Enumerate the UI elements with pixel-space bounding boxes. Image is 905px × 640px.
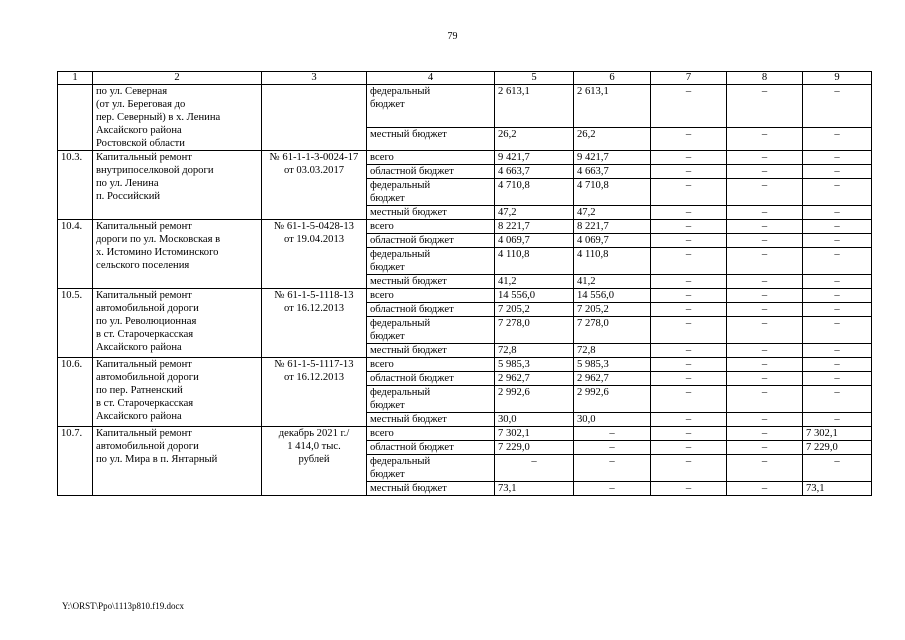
value-cell-8: –	[727, 151, 803, 165]
funding-source-cell: местный бюджет	[367, 206, 495, 220]
value-cell-6: 7 205,2	[574, 303, 651, 317]
value-cell-8: –	[727, 85, 803, 128]
object-name-cell: Капитальный ремонт автомобильной дороги по ул. Мира в п. Янтарный	[93, 427, 262, 496]
header-row	[58, 72, 872, 85]
funding-source-cell: местный бюджет	[367, 344, 495, 358]
value-cell-7: –	[651, 248, 727, 275]
value-cell-5: 41,2	[495, 275, 574, 289]
page-number: 79	[447, 31, 458, 42]
value-cell-5: 2 962,7	[495, 372, 574, 386]
value-cell-8: –	[727, 179, 803, 206]
value-cell-8: –	[727, 206, 803, 220]
object-name-cell: Капитальный ремонт автомобильной дороги по пер. Ратненский в ст. Старочеркасская Аксайского района	[93, 358, 262, 427]
table-row	[58, 151, 872, 165]
value-cell-8: –	[727, 413, 803, 427]
funding-source-cell: всего	[367, 220, 495, 234]
value-cell-5: 73,1	[495, 482, 574, 496]
value-cell-8: –	[727, 358, 803, 372]
value-cell-6: –	[574, 455, 651, 482]
funding-source-cell: всего	[367, 358, 495, 372]
value-cell-5: 2 992,6	[495, 386, 574, 413]
value-cell-9: 7 229,0	[803, 441, 872, 455]
value-cell-5: 2 613,1	[495, 85, 574, 128]
table-row	[58, 358, 872, 372]
value-cell-8: –	[727, 482, 803, 496]
value-cell-6: 4 710,8	[574, 179, 651, 206]
value-cell-9: 7 302,1	[803, 427, 872, 441]
value-cell-5: 9 421,7	[495, 151, 574, 165]
value-cell-9: –	[803, 386, 872, 413]
value-cell-6: –	[574, 441, 651, 455]
funding-source-cell: местный бюджет	[367, 275, 495, 289]
value-cell-5: 14 556,0	[495, 289, 574, 303]
header-cell: 4	[367, 72, 495, 85]
value-cell-6: 2 613,1	[574, 85, 651, 128]
item-number-cell: 10.6.	[58, 358, 93, 427]
value-cell-5: 7 302,1	[495, 427, 574, 441]
value-cell-8: –	[727, 220, 803, 234]
value-cell-6: 47,2	[574, 206, 651, 220]
value-cell-5: 4 069,7	[495, 234, 574, 248]
value-cell-7: –	[651, 441, 727, 455]
value-cell-9: –	[803, 220, 872, 234]
value-cell-9: –	[803, 151, 872, 165]
document-cell: № 61-1-5-0428-13 от 19.04.2013	[262, 220, 367, 289]
document-cell: декабрь 2021 г./ 1 414,0 тыс. рублей	[262, 427, 367, 496]
value-cell-9: –	[803, 165, 872, 179]
value-cell-7: –	[651, 413, 727, 427]
value-cell-9: –	[803, 317, 872, 344]
value-cell-6: 2 962,7	[574, 372, 651, 386]
value-cell-5: 4 710,8	[495, 179, 574, 206]
header-cell: 3	[262, 72, 367, 85]
item-number-cell: 10.4.	[58, 220, 93, 289]
value-cell-5: 26,2	[495, 128, 574, 151]
value-cell-9: –	[803, 179, 872, 206]
value-cell-5: 72,8	[495, 344, 574, 358]
funding-source-cell: областной бюджет	[367, 234, 495, 248]
value-cell-8: –	[727, 317, 803, 344]
value-cell-8: –	[727, 441, 803, 455]
value-cell-9: –	[803, 206, 872, 220]
value-cell-6: 4 663,7	[574, 165, 651, 179]
value-cell-7: –	[651, 151, 727, 165]
table-row	[58, 427, 872, 441]
table-row	[58, 85, 872, 128]
value-cell-8: –	[727, 234, 803, 248]
object-name-cell: Капитальный ремонт дороги по ул. Московская в х. Истомино Истоминского сельского поселения	[93, 220, 262, 289]
funding-source-cell: федеральный бюджет	[367, 317, 495, 344]
value-cell-5: 47,2	[495, 206, 574, 220]
funding-source-cell: областной бюджет	[367, 441, 495, 455]
funding-source-cell: местный бюджет	[367, 413, 495, 427]
funding-source-cell: всего	[367, 151, 495, 165]
value-cell-8: –	[727, 289, 803, 303]
funding-source-cell: областной бюджет	[367, 372, 495, 386]
value-cell-6: –	[574, 482, 651, 496]
value-cell-6: 4 069,7	[574, 234, 651, 248]
item-number-cell: 10.3.	[58, 151, 93, 220]
value-cell-8: –	[727, 344, 803, 358]
value-cell-9: –	[803, 248, 872, 275]
value-cell-5: 5 985,3	[495, 358, 574, 372]
value-cell-7: –	[651, 372, 727, 386]
value-cell-7: –	[651, 179, 727, 206]
funding-source-cell: областной бюджет	[367, 303, 495, 317]
table-row	[58, 220, 872, 234]
value-cell-7: –	[651, 386, 727, 413]
value-cell-5: –	[495, 455, 574, 482]
funding-source-cell: федеральный бюджет	[367, 455, 495, 482]
value-cell-6: 26,2	[574, 128, 651, 151]
value-cell-5: 7 229,0	[495, 441, 574, 455]
header-cell: 9	[803, 72, 872, 85]
value-cell-8: –	[727, 455, 803, 482]
value-cell-8: –	[727, 303, 803, 317]
header-cell: 6	[574, 72, 651, 85]
value-cell-7: –	[651, 128, 727, 151]
value-cell-9: –	[803, 275, 872, 289]
value-cell-8: –	[727, 372, 803, 386]
funding-source-cell: всего	[367, 427, 495, 441]
value-cell-7: –	[651, 482, 727, 496]
header-cell: 7	[651, 72, 727, 85]
value-cell-7: –	[651, 344, 727, 358]
value-cell-5: 4 110,8	[495, 248, 574, 275]
value-cell-8: –	[727, 248, 803, 275]
value-cell-9: –	[803, 358, 872, 372]
value-cell-9: –	[803, 128, 872, 151]
value-cell-5: 8 221,7	[495, 220, 574, 234]
value-cell-6: 14 556,0	[574, 289, 651, 303]
document-cell	[262, 85, 367, 151]
object-name-cell: Капитальный ремонт внутрипоселковой дороги по ул. Ленина п. Российский	[93, 151, 262, 220]
value-cell-9: –	[803, 413, 872, 427]
item-number-cell: 10.5.	[58, 289, 93, 358]
header-cell: 1	[58, 72, 93, 85]
value-cell-7: –	[651, 427, 727, 441]
header-cell: 8	[727, 72, 803, 85]
object-name-cell: по ул. Северная (от ул. Береговая до пер. Северный) в х. Ленина Аксайского района Ростовской области	[93, 85, 262, 151]
value-cell-7: –	[651, 206, 727, 220]
document-cell: № 61-1-1-3-0024-17 от 03.03.2017	[262, 151, 367, 220]
value-cell-6: 5 985,3	[574, 358, 651, 372]
item-number-cell: 10.7.	[58, 427, 93, 496]
value-cell-7: –	[651, 317, 727, 344]
funding-source-cell: всего	[367, 289, 495, 303]
funding-source-cell: местный бюджет	[367, 482, 495, 496]
value-cell-6: 9 421,7	[574, 151, 651, 165]
value-cell-7: –	[651, 358, 727, 372]
value-cell-8: –	[727, 128, 803, 151]
header-cell: 2	[93, 72, 262, 85]
value-cell-6: 30,0	[574, 413, 651, 427]
value-cell-9: –	[803, 372, 872, 386]
value-cell-7: –	[651, 85, 727, 128]
value-cell-6: 41,2	[574, 275, 651, 289]
value-cell-7: –	[651, 275, 727, 289]
value-cell-9: 73,1	[803, 482, 872, 496]
funding-source-cell: федеральный бюджет	[367, 179, 495, 206]
value-cell-6: –	[574, 427, 651, 441]
funding-source-cell: областной бюджет	[367, 165, 495, 179]
value-cell-7: –	[651, 220, 727, 234]
value-cell-6: 2 992,6	[574, 386, 651, 413]
value-cell-7: –	[651, 234, 727, 248]
document-cell: № 61-1-5-1117-13 от 16.12.2013	[262, 358, 367, 427]
value-cell-5: 7 205,2	[495, 303, 574, 317]
value-cell-6: 8 221,7	[574, 220, 651, 234]
funding-source-cell: федеральный бюджет	[367, 85, 495, 128]
value-cell-8: –	[727, 427, 803, 441]
value-cell-8: –	[727, 275, 803, 289]
value-cell-6: 72,8	[574, 344, 651, 358]
table-row	[58, 289, 872, 303]
item-number-cell	[58, 85, 93, 151]
value-cell-6: 4 110,8	[574, 248, 651, 275]
value-cell-9: –	[803, 289, 872, 303]
value-cell-9: –	[803, 455, 872, 482]
value-cell-9: –	[803, 85, 872, 128]
value-cell-5: 4 663,7	[495, 165, 574, 179]
value-cell-7: –	[651, 289, 727, 303]
value-cell-8: –	[727, 165, 803, 179]
object-name-cell: Капитальный ремонт автомобильной дороги по ул. Революционная в ст. Старочеркасская Аксайского района	[93, 289, 262, 358]
funding-table	[57, 71, 872, 496]
value-cell-9: –	[803, 234, 872, 248]
footer-file-path: Y:\ORST\Ppo\1113p810.f19.docx	[62, 601, 185, 611]
value-cell-5: 30,0	[495, 413, 574, 427]
value-cell-7: –	[651, 455, 727, 482]
value-cell-5: 7 278,0	[495, 317, 574, 344]
value-cell-6: 7 278,0	[574, 317, 651, 344]
value-cell-7: –	[651, 165, 727, 179]
value-cell-9: –	[803, 303, 872, 317]
header-cell: 5	[495, 72, 574, 85]
value-cell-9: –	[803, 344, 872, 358]
funding-source-cell: местный бюджет	[367, 128, 495, 151]
funding-source-cell: федеральный бюджет	[367, 248, 495, 275]
value-cell-7: –	[651, 303, 727, 317]
value-cell-8: –	[727, 386, 803, 413]
funding-source-cell: федеральный бюджет	[367, 386, 495, 413]
document-cell: № 61-1-5-1118-13 от 16.12.2013	[262, 289, 367, 358]
